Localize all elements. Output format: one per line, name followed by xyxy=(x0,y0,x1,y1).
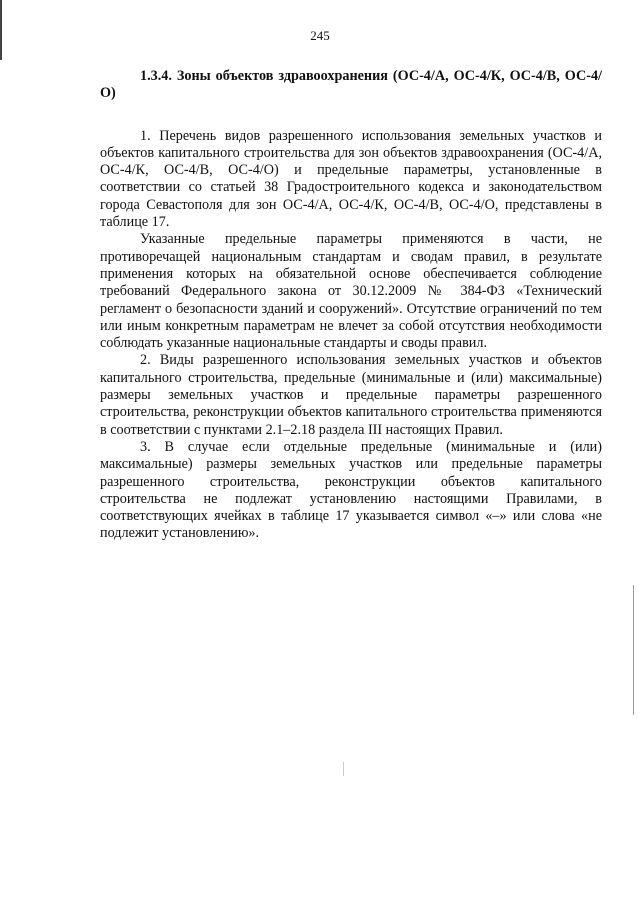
document-body xyxy=(100,68,602,543)
paragraph-2: Указанные предельные параметры применяются в части, не противоречащей национальным стандартам и сводам правил, в результате применения которых на обязательной основе обеспечивается соблюдение требований Федерального закона от 30.12.2009 № 384-ФЗ «Технический регламент о безопасности зданий и сооружений». Отсутствие ограничений по тем или иным конкретным параметрам не влечет за собой отсутствия необходимости соблюдать указанные национальные стандарты и своды правил. xyxy=(100,231,602,352)
scan-edge-right xyxy=(633,585,634,715)
page-number: 245 xyxy=(310,28,330,43)
scan-speck xyxy=(343,762,344,776)
section-heading: 1.3.4. Зоны объектов здравоохранения (ОС-4/А, ОС-4/К, ОС-4/В, ОС-4/О) xyxy=(100,68,602,102)
paragraph-4: 3. В случае если отдельные предельные (минимальные и (или) максимальные) размеры земельных участков или предельные параметры разрешенного строительства, реконструкции объектов капитального строительства не подлежат установлению настоящими Правилами, в соответствующих ячейках в таблице 17 указывается символ «–» или слова «не подлежит установлению». xyxy=(100,438,602,542)
paragraph-3: 2. Виды разрешенного использования земельных участков и объектов капитального строительства, предельные (минимальные и (или) максимальные) размеры земельных участков и предельные параметры разрешенного строительства, реконструкции объектов капитального строительства применяются в соответствии с пунктами 2.1–2.18 раздела III настоящих Правил. xyxy=(100,352,602,438)
paragraph-1: 1. Перечень видов разрешенного использования земельных участков и объектов капитального строительства для зон объектов здравоохранения (ОС-4/А, ОС-4/К, ОС-4/В, ОС-4/О) и предельные параметры, установленные в соответствии со статьей 38 Градостроительного кодекса и законодательством города Севастополя для зон ОС-4/А, ОС-4/К, ОС-4/В, ОС-4/О, представлены в таблице 17. xyxy=(100,127,602,231)
